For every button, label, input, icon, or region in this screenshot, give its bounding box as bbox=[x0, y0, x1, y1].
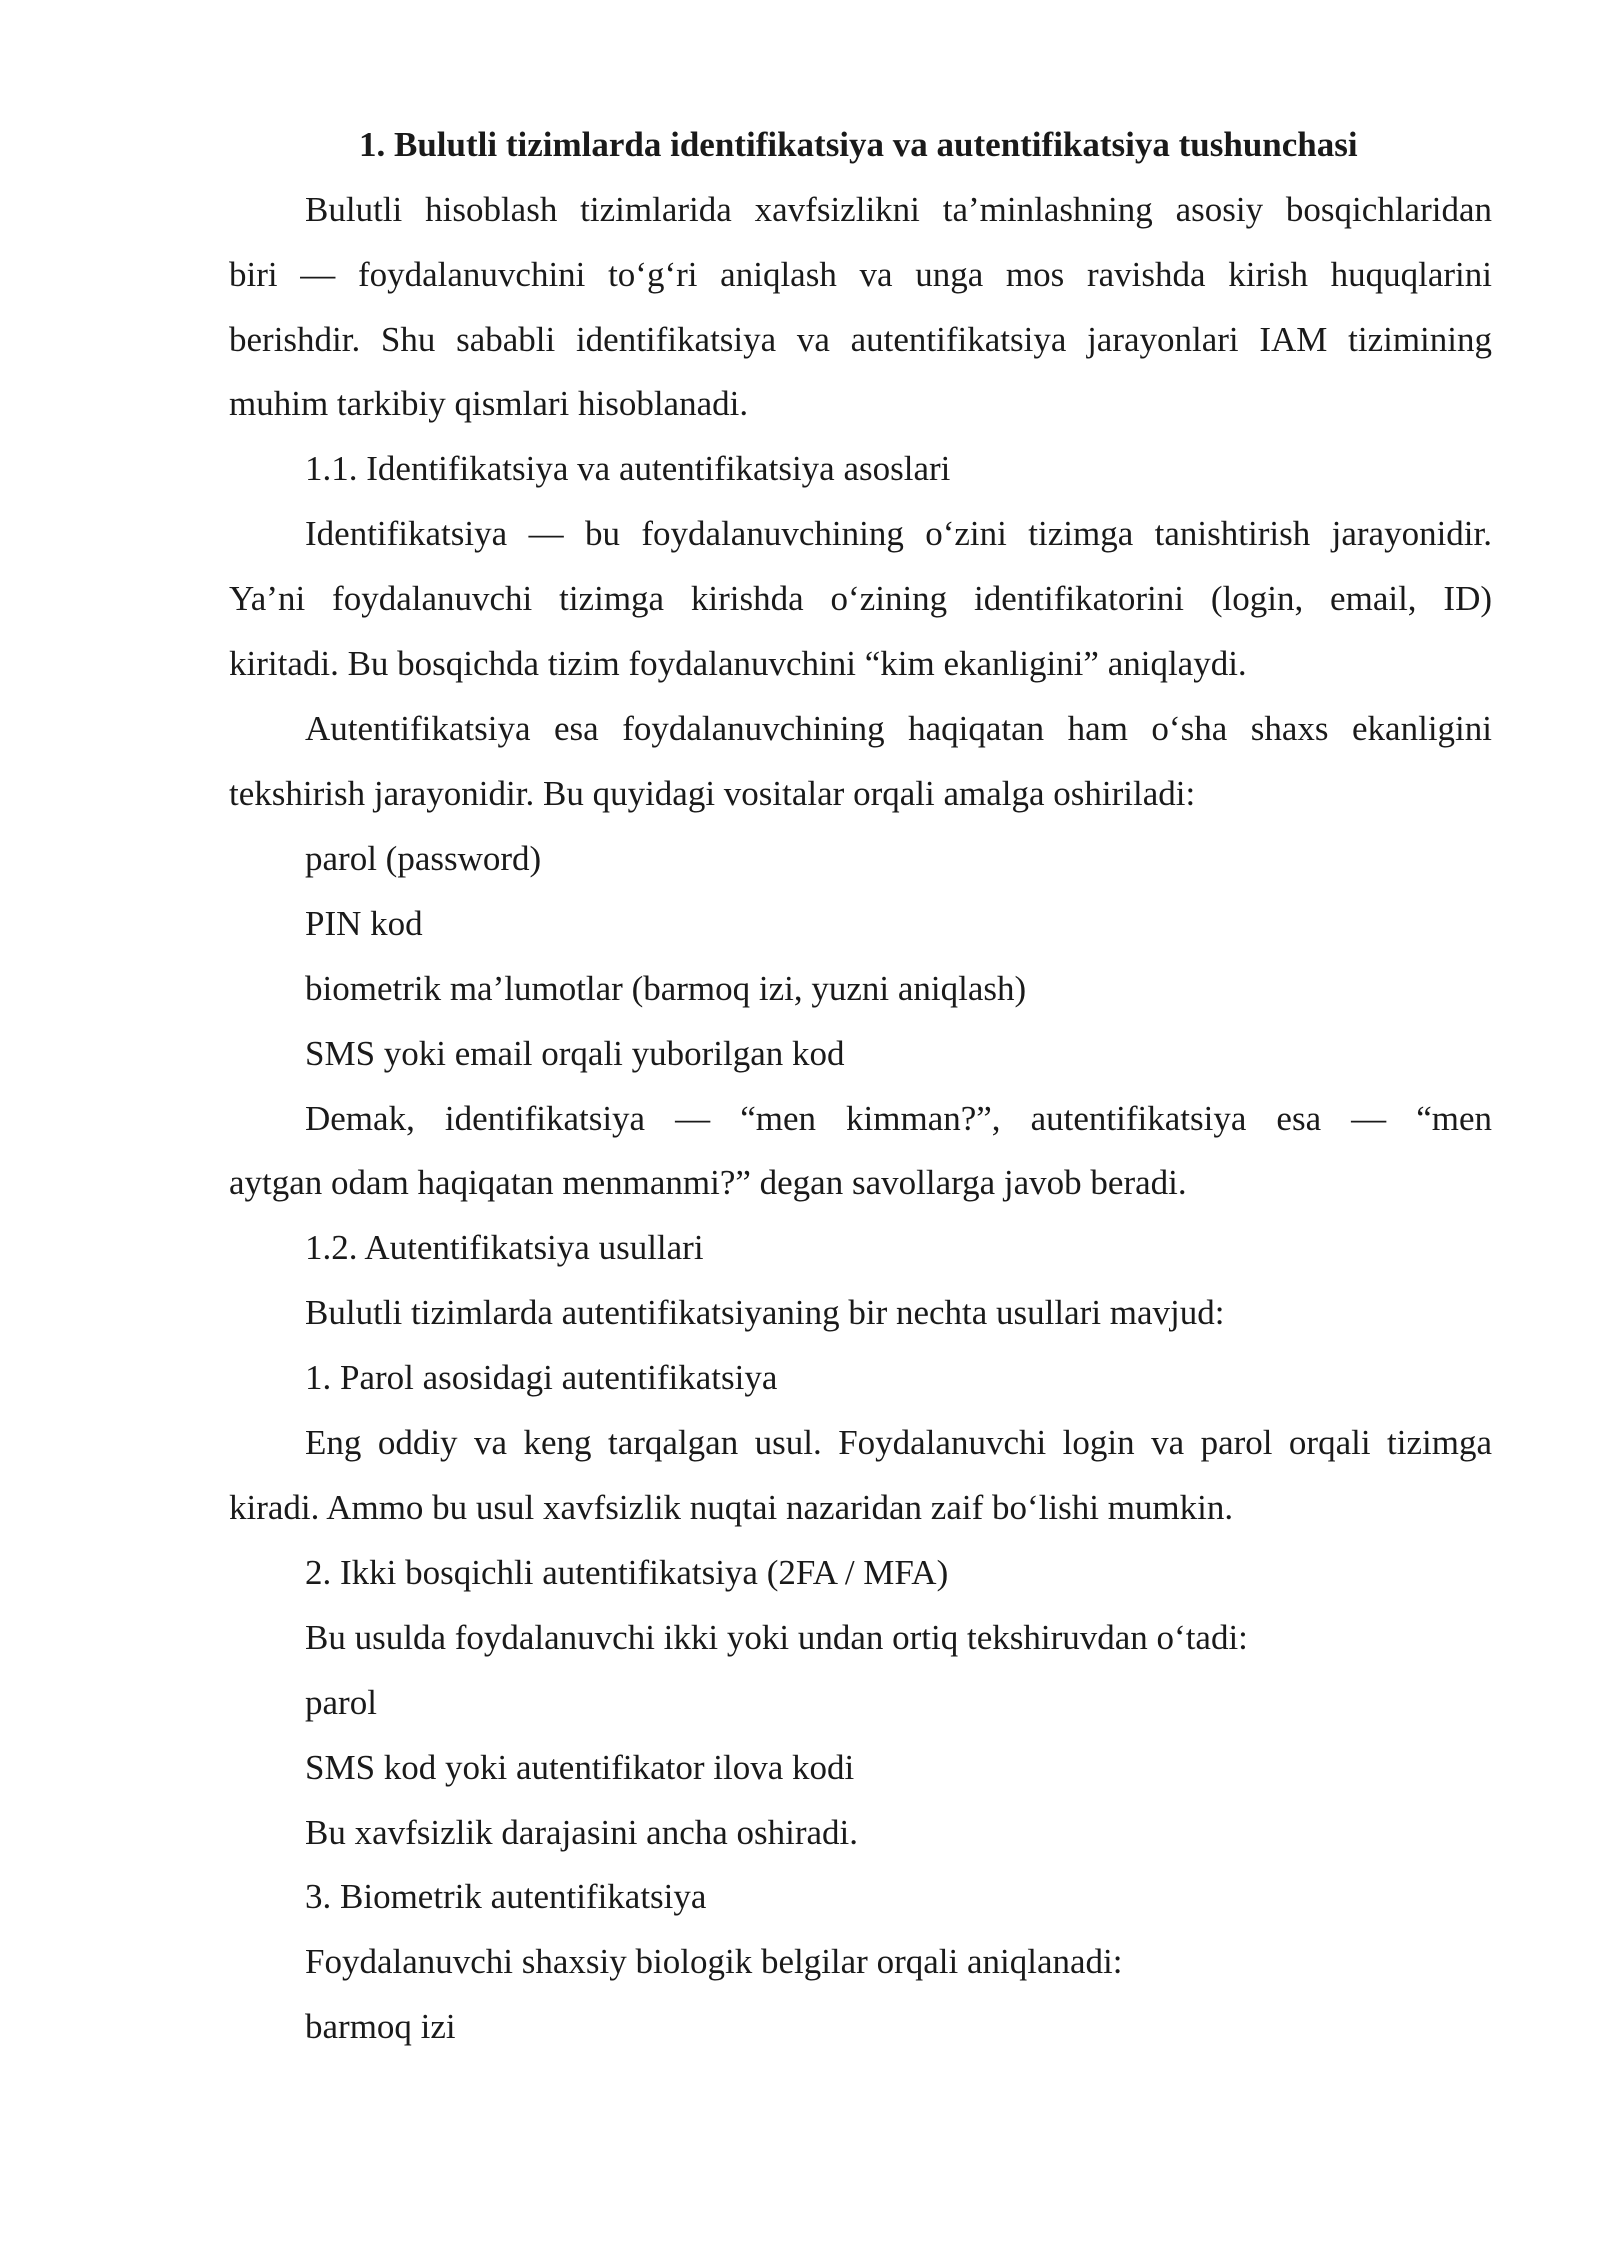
paragraph-line: Demak, identifikatsiya — “men kimman?”, autentifikatsiya esa — “men bbox=[305, 1099, 1492, 1138]
method-title: 1. Parol asosidagi autentifikatsiya bbox=[305, 1358, 778, 1397]
paragraph-line: biri — foydalanuvchini to‘g‘ri aniqlash va unga mos ravishda kirish huquqlarini bbox=[229, 255, 1492, 294]
paragraph-line: Ya’ni foydalanuvchi tizimga kirishda o‘zining identifikatorini (login, email, ID) bbox=[229, 579, 1492, 618]
list-item: PIN kod bbox=[305, 904, 423, 943]
paragraph-line: Bulutli tizimlarda autentifikatsiyaning bir nechta usullari mavjud: bbox=[305, 1293, 1225, 1332]
section-heading-1-1: 1.1. Identifikatsiya va autentifikatsiya asoslari bbox=[305, 449, 951, 488]
paragraph-line: Foydalanuvchi shaxsiy biologik belgilar orqali aniqlanadi: bbox=[305, 1942, 1123, 1981]
list-item: biometrik ma’lumotlar (barmoq izi, yuzni aniqlash) bbox=[305, 969, 1027, 1008]
paragraph-line: kiritadi. Bu bosqichda tizim foydalanuvchini “kim ekanligini” aniqlaydi. bbox=[229, 644, 1247, 683]
method-title: 3. Biometrik autentifikatsiya bbox=[305, 1877, 707, 1916]
list-item: SMS yoki email orqali yuborilgan kod bbox=[305, 1034, 845, 1073]
paragraph-line: muhim tarkibiy qismlari hisoblanadi. bbox=[229, 384, 749, 423]
list-item: SMS kod yoki autentifikator ilova kodi bbox=[305, 1748, 855, 1787]
paragraph-line: Bu xavfsizlik darajasini ancha oshiradi. bbox=[305, 1813, 859, 1852]
paragraph-line: Autentifikatsiya esa foydalanuvchining haqiqatan ham o‘sha shaxs ekanligini bbox=[305, 709, 1492, 748]
list-item: barmoq izi bbox=[305, 2007, 456, 2046]
section-heading-1-2: 1.2. Autentifikatsiya usullari bbox=[305, 1228, 704, 1267]
paragraph-line: berishdir. Shu sababli identifikatsiya va autentifikatsiya jarayonlari IAM tizimining bbox=[229, 320, 1492, 359]
paragraph-line: Bulutli hisoblash tizimlarida xavfsizlikni ta’minlashning asosiy bosqichlaridan bbox=[305, 190, 1492, 229]
paragraph-line: kiradi. Ammo bu usul xavfsizlik nuqtai nazaridan zaif bo‘lishi mumkin. bbox=[229, 1488, 1234, 1527]
method-title: 2. Ikki bosqichli autentifikatsiya (2FA / MFA) bbox=[305, 1553, 949, 1592]
paragraph-line: Eng oddiy va keng tarqalgan usul. Foydalanuvchi login va parol orqali tizimga bbox=[305, 1423, 1492, 1462]
paragraph-line: Bu usulda foydalanuvchi ikki yoki undan ortiq tekshiruvdan o‘tadi: bbox=[305, 1618, 1248, 1657]
paragraph-line: tekshirish jarayonidir. Bu quyidagi vositalar orqali amalga oshiriladi: bbox=[229, 774, 1196, 813]
paragraph-line: aytgan odam haqiqatan menmanmi?” degan savollarga javob beradi. bbox=[229, 1163, 1187, 1202]
list-item: parol (password) bbox=[305, 839, 542, 878]
paragraph-line: Identifikatsiya — bu foydalanuvchining o‘zini tizimga tanishtirish jarayonidir. bbox=[305, 514, 1492, 553]
document-heading: 1. Bulutli tizimlarda identifikatsiya va autentifikatsiya tushunchasi bbox=[359, 125, 1358, 164]
list-item: parol bbox=[305, 1683, 377, 1722]
